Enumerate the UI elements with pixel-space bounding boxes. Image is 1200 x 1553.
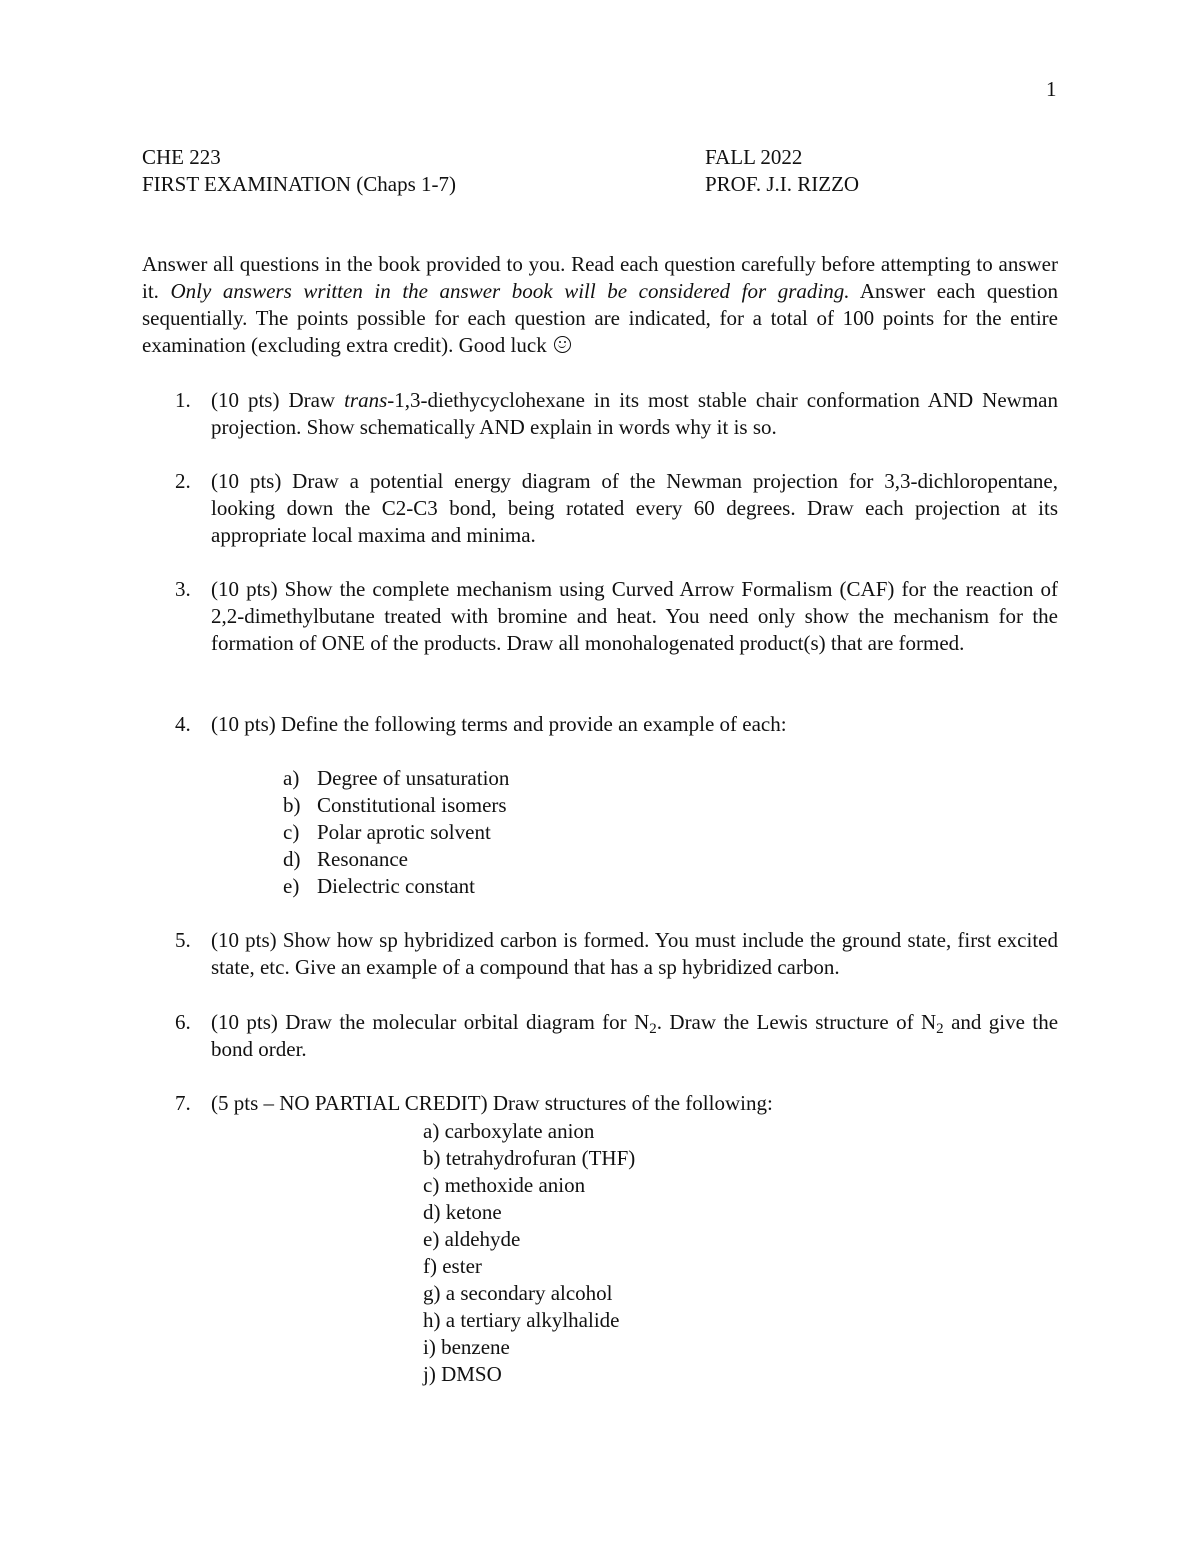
subscript: 2 — [649, 1021, 657, 1037]
list-item: d) ketone — [423, 1200, 502, 1224]
question-text-end: and give the bond order. — [211, 1010, 1059, 1061]
question-number: 7. — [175, 1091, 191, 1115]
instructions-part2: Answer each question sequentially. The points possible for each question are indicated, for a total of 100 points for the entire examination (excluding extra credit). Good luck — [142, 279, 1058, 357]
question-3 — [175, 576, 1058, 657]
question-number: 2. — [175, 469, 191, 493]
item-label: d) — [283, 847, 301, 871]
question-2 — [175, 468, 1058, 549]
exam-term: FALL 2022 — [705, 145, 803, 169]
list-item: g) a secondary alcohol — [423, 1281, 613, 1305]
question-number: 1. — [175, 388, 191, 412]
item-text: Polar aprotic solvent — [317, 820, 491, 844]
question-italic: trans — [344, 388, 388, 412]
list-item: b) tetrahydrofuran (THF) — [423, 1146, 636, 1170]
question-text: (10 pts) Show the complete mechanism using Curved Arrow Formalism (CAF) for the reaction of 2,2-dimethylbutane treated with bromine and heat. You need only show the mechanism for the formation of ONE of the products. Draw all monohalogenated product(s) that are formed. — [211, 577, 1058, 655]
question-number: 4. — [175, 712, 191, 736]
question-text: (10 pts) Draw — [211, 388, 345, 412]
item-text: Resonance — [317, 847, 408, 871]
question-4 — [175, 711, 1058, 738]
question-text: (10 pts) Show how sp hybridized carbon is formed. You must include the ground state, first excited state, etc. Give an example of a compound that has a sp hybridized carbon. — [211, 928, 1058, 979]
question-6 — [175, 1009, 1059, 1063]
page-number: 1 — [1046, 77, 1057, 101]
subscript: 2 — [936, 1021, 944, 1037]
structure-list — [423, 1118, 635, 1388]
instructions — [142, 251, 1058, 359]
exam-title: FIRST EXAMINATION (Chaps 1-7) — [142, 172, 457, 196]
instructions-part1: Answer all questions in the book provided to you. Read each question carefully before attempting to answer it. — [142, 252, 1058, 303]
question-number: 3. — [175, 577, 191, 601]
question-text: (10 pts) Draw a potential energy diagram of the Newman projection for 3,3-dichloropentane, looking down the C2-C3 bond, being rotated every 60 degrees. Draw each projection at its appropriate local maxima and minima. — [211, 469, 1058, 547]
list-item: f) ester — [423, 1254, 482, 1278]
question-text: (10 pts) Define the following terms and provide an example of each: — [211, 712, 787, 736]
question-text-cont: -1,3-diethycyclohexane in its most stable chair conformation AND Newman projection. Show schematically AND explain in words why it is so. — [211, 388, 1058, 439]
item-text: Dielectric constant — [317, 874, 476, 898]
smiley-icon — [554, 336, 571, 353]
question-text-cont: . Draw the Lewis structure of N — [656, 1010, 937, 1034]
course-code: CHE 223 — [142, 145, 221, 169]
professor-name: PROF. J.I. RIZZO — [705, 172, 860, 196]
question-number: 6. — [175, 1010, 191, 1034]
list-item: i) benzene — [423, 1335, 510, 1359]
item-text: Degree of unsaturation — [317, 766, 510, 790]
question-7 — [175, 1090, 1058, 1117]
list-item: c) methoxide anion — [423, 1173, 586, 1197]
question-number: 5. — [175, 928, 191, 952]
question-text: (10 pts) Draw the molecular orbital diagram for N — [211, 1010, 650, 1034]
instructions-emphasis: Only answers written in the answer book will be considered for grading. — [170, 279, 850, 303]
list-item: a) carboxylate anion — [423, 1119, 595, 1143]
list-item: j) DMSO — [423, 1362, 502, 1386]
item-label: a) — [283, 766, 300, 790]
list-item: h) a tertiary alkylhalide — [423, 1308, 620, 1332]
item-label: c) — [283, 820, 300, 844]
item-label: b) — [283, 793, 301, 817]
question-1 — [175, 387, 1058, 441]
item-text: Constitutional isomers — [317, 793, 507, 817]
question-text: (5 pts – NO PARTIAL CREDIT) Draw structures of the following: — [211, 1091, 773, 1115]
list-item: e) aldehyde — [423, 1227, 521, 1251]
question-5 — [175, 927, 1058, 981]
item-label: e) — [283, 874, 300, 898]
